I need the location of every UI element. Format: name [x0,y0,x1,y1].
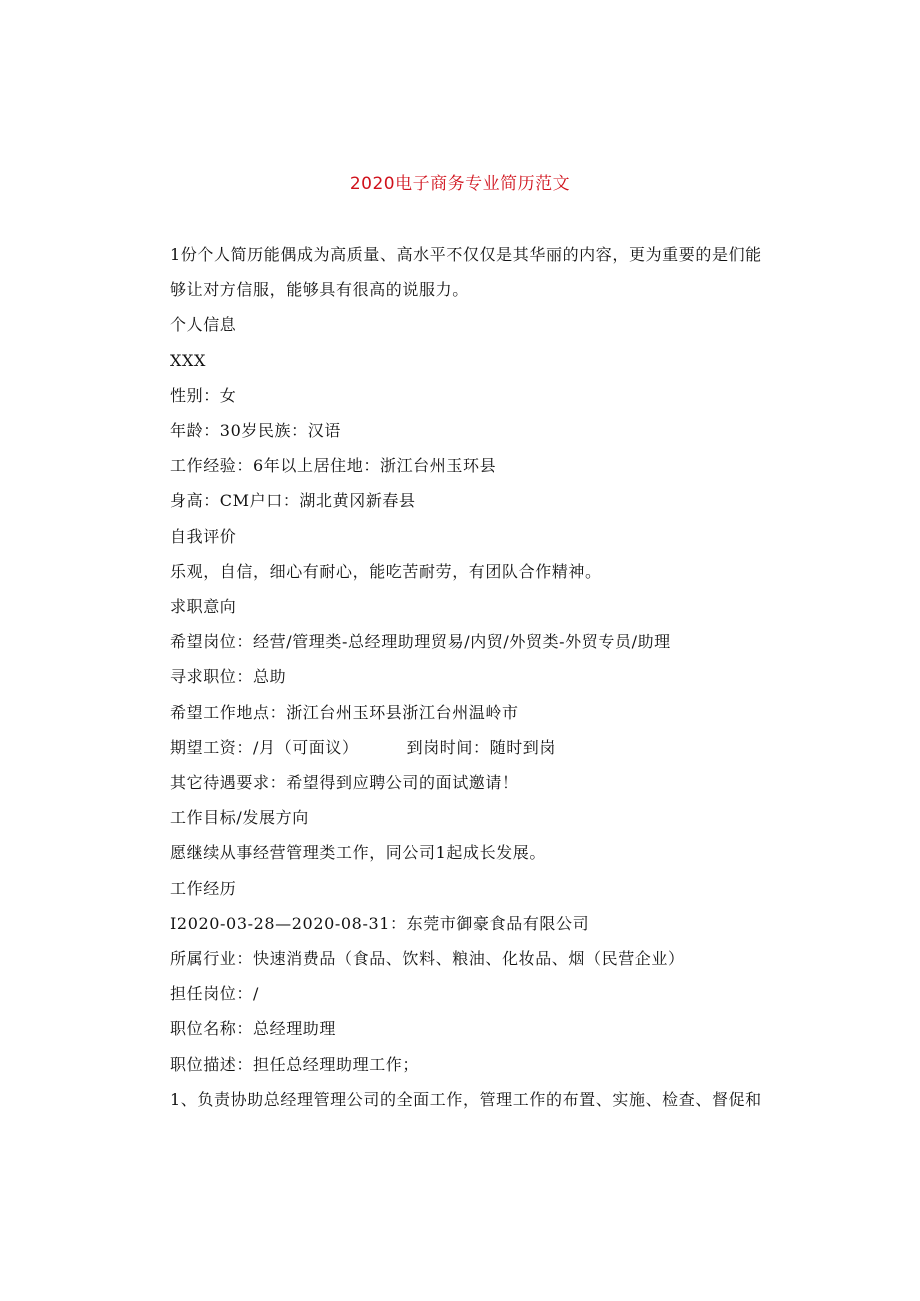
intro-line-2: 够让对方信服，能够具有很高的说服力。 [170,280,469,300]
document-body [170,237,790,1117]
intro-line-1: 1份个人简历能偶成为高质量、高水平不仅仅是其华丽的内容，更为重要的是们能 [170,245,762,264]
name-line: XXX [170,350,206,370]
section-heading-personal-info: 个人信息 [170,315,237,335]
age-ethnicity-line: 年龄：30岁民族：汉语 [170,421,341,441]
gender-line: 性别：女 [170,385,237,405]
duty-item-1: 1、负责协助总经理管理公司的全面工作，管理工作的布置、实施、检查、督促和 [170,1089,762,1109]
goal-line: 愿继续从事经营管理类工作，同公司1起成长发展。 [170,843,546,863]
salary-availability-line [170,730,790,765]
position-description-line: 职位描述：担任总经理助理工作； [170,1054,420,1074]
other-requirements-line: 其它待遇要求：希望得到应聘公司的面试邀请！ [170,773,519,793]
section-heading-self-evaluation: 自我评价 [170,526,237,546]
height-hukou-line: 身高：CM户口：湖北黄冈新春县 [170,491,416,511]
post-line: 担任岗位：/ [170,984,259,1004]
industry-line: 所属行业：快速消费品（食品、饮料、粮油、化妆品、烟（民营企业） [170,949,685,969]
self-evaluation-line: 乐观，自信，细心有耐心，能吃苦耐劳，有团队合作精神。 [170,561,602,581]
expected-salary: 期望工资：/月（可面议） [170,737,359,757]
seeking-position-line: 寻求职位：总助 [170,667,287,687]
document-title: 2020电子商务专业简历范文 [349,174,571,194]
section-heading-work-history: 工作经历 [170,878,237,898]
availability: 到岗时间：随时到岗 [406,737,556,757]
position-title-line: 职位名称：总经理助理 [170,1019,337,1039]
section-heading-job-intent: 求职意向 [170,597,237,617]
desired-positions-line: 希望岗位：经营/管理类-总经理助理贸易/内贸/外贸类-外贸专员/助理 [170,632,671,652]
desired-location-line: 希望工作地点：浙江台州玉环县浙江台州温岭市 [170,702,519,722]
job-period-company-line: I2020-03-28—2020-08-31：东莞市御豪食品有限公司 [170,913,590,933]
intro-paragraph [170,237,790,307]
section-heading-goal: 工作目标/发展方向 [170,808,309,828]
experience-residence-line: 工作经验：6年以上居住地：浙江台州玉环县 [170,456,497,476]
